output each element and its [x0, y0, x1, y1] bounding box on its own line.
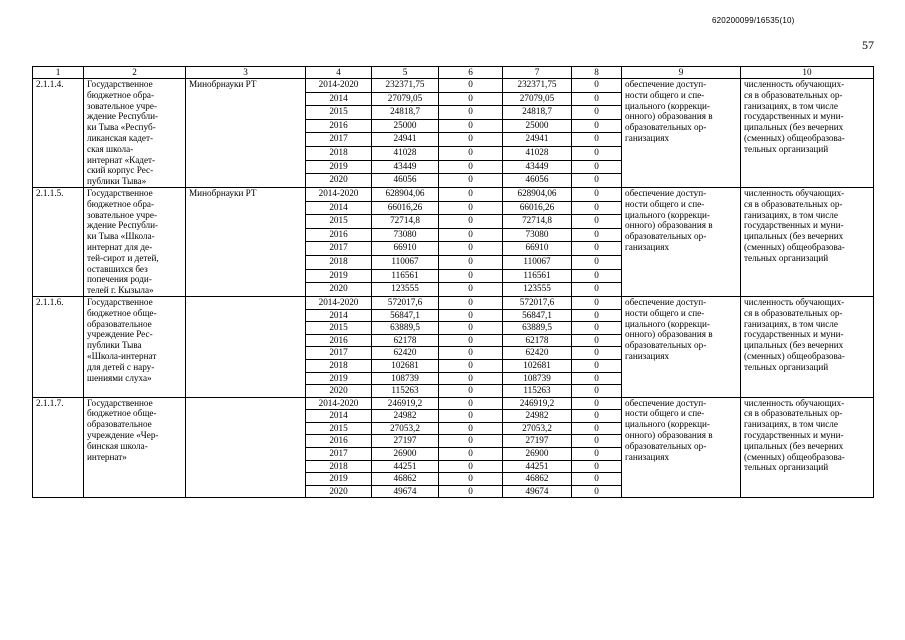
amount-other: 0: [572, 485, 622, 498]
period-cell: 2015: [306, 322, 372, 335]
amount-other: 0: [572, 215, 622, 229]
amount-total: 27053,2: [372, 422, 439, 435]
amount-federal: 0: [439, 385, 503, 398]
amount-federal: 0: [439, 269, 503, 283]
amount-republic: 73080: [503, 228, 572, 242]
amount-federal: 0: [439, 133, 503, 147]
amount-other: 0: [572, 448, 622, 461]
amount-republic: 62420: [503, 347, 572, 360]
institution-name: Государственное бюджетное обра- зовательное учре- ждение Республи- ки Тыва «Школа- интернат для де- тей-сирот и детей, оставшихся без попечения роди- телей г. Кызыла»: [84, 187, 186, 296]
period-cell: 2016: [306, 228, 372, 242]
amount-republic: 49674: [503, 485, 572, 498]
expected-result: обеспечение доступ- ности общего и спе- циального (коррекци- онного) образования в образовательных ор- ганизациях: [622, 79, 741, 188]
table-row: [33, 397, 874, 410]
period-cell: 2019: [306, 269, 372, 283]
amount-total: 27197: [372, 435, 439, 448]
amount-federal: 0: [439, 256, 503, 270]
amount-federal: 0: [439, 460, 503, 473]
period-cell: 2018: [306, 359, 372, 372]
amount-republic: 123555: [503, 283, 572, 297]
amount-federal: 0: [439, 283, 503, 297]
amount-other: 0: [572, 372, 622, 385]
amount-other: 0: [572, 422, 622, 435]
amount-federal: 0: [439, 215, 503, 229]
amount-federal: 0: [439, 92, 503, 106]
amount-other: 0: [572, 359, 622, 372]
amount-other: 0: [572, 228, 622, 242]
column-number-row: [33, 67, 874, 79]
amount-total: 63889,5: [372, 322, 439, 335]
amount-total: 46862: [372, 473, 439, 486]
amount-federal: 0: [439, 397, 503, 410]
amount-other: 0: [572, 347, 622, 360]
amount-other: 0: [572, 106, 622, 120]
institution-name: Государственное бюджетное обра- зовательное учре- ждение Республи- ки Тыва «Респуб- ликанская кадет- ская школа- интернат «Кадет- ский корпус Рес- публики Тыва»: [84, 79, 186, 188]
amount-total: 62420: [372, 347, 439, 360]
indicator: численность обучающих- ся в образовательных ор- ганизациях, в том числе государственных и муни- ципальных (без вечерних (сменных) общеобразова- тельных организаций: [741, 397, 874, 498]
amount-republic: 66016,26: [503, 201, 572, 215]
amount-total: 25000: [372, 119, 439, 133]
amount-republic: 108739: [503, 372, 572, 385]
amount-other: 0: [572, 334, 622, 347]
amount-republic: 102681: [503, 359, 572, 372]
amount-federal: 0: [439, 147, 503, 161]
indicator: численность обучающих- ся в образовательных ор- ганизациях, в том числе государственных и муни- ципальных (без вечерних (сменных) общеобразова- тельных организаций: [741, 187, 874, 296]
amount-total: 246919,2: [372, 397, 439, 410]
period-cell: 2014: [306, 309, 372, 322]
amount-republic: 24982: [503, 410, 572, 423]
amount-republic: 27079,05: [503, 92, 572, 106]
amount-republic: 46056: [503, 174, 572, 188]
expected-result: обеспечение доступ- ности общего и спе- циального (коррекци- онного) образования в образовательных ор- ганизациях: [622, 397, 741, 498]
amount-other: 0: [572, 160, 622, 174]
column-number: 1: [33, 67, 84, 79]
amount-federal: 0: [439, 435, 503, 448]
period-cell: 2016: [306, 435, 372, 448]
amount-other: 0: [572, 269, 622, 283]
indicator: численность обучающих- ся в образовательных ор- ганизациях, в том числе государственных и муни- ципальных (без вечерних (сменных) общеобразова- тельных организаций: [741, 79, 874, 188]
amount-federal: 0: [439, 187, 503, 201]
amount-total: 26900: [372, 448, 439, 461]
amount-federal: 0: [439, 174, 503, 188]
amount-federal: 0: [439, 106, 503, 120]
amount-republic: 43449: [503, 160, 572, 174]
amount-total: 72714,8: [372, 215, 439, 229]
amount-other: 0: [572, 133, 622, 147]
amount-republic: 44251: [503, 460, 572, 473]
amount-other: 0: [572, 119, 622, 133]
period-cell: 2019: [306, 160, 372, 174]
period-cell: 2014-2020: [306, 296, 372, 309]
amount-republic: 628904,06: [503, 187, 572, 201]
period-cell: 2017: [306, 347, 372, 360]
amount-federal: 0: [439, 334, 503, 347]
amount-republic: 246919,2: [503, 397, 572, 410]
amount-republic: 66910: [503, 242, 572, 256]
item-code: 2.1.1.5.: [33, 187, 84, 296]
period-cell: 2014-2020: [306, 187, 372, 201]
period-cell: 2015: [306, 106, 372, 120]
executor: Минобрнауки РТ: [186, 79, 306, 188]
amount-total: 73080: [372, 228, 439, 242]
period-cell: 2018: [306, 460, 372, 473]
amount-total: 232371,75: [372, 79, 439, 93]
table-row: [33, 296, 874, 309]
amount-republic: 56847,1: [503, 309, 572, 322]
amount-federal: 0: [439, 448, 503, 461]
amount-other: 0: [572, 242, 622, 256]
period-cell: 2017: [306, 448, 372, 461]
table-row: [33, 79, 874, 93]
amount-total: 66910: [372, 242, 439, 256]
period-cell: 2016: [306, 334, 372, 347]
institution-name: Государственное бюджетное обще- образовательное учреждение «Чер- бинская школа- интернат»: [84, 397, 186, 498]
item-code: 2.1.1.6.: [33, 296, 84, 397]
column-number: 4: [306, 67, 372, 79]
amount-other: 0: [572, 256, 622, 270]
amount-republic: 62178: [503, 334, 572, 347]
amount-total: 43449: [372, 160, 439, 174]
amount-republic: 110067: [503, 256, 572, 270]
amount-other: 0: [572, 79, 622, 93]
amount-total: 62178: [372, 334, 439, 347]
period-cell: 2014-2020: [306, 397, 372, 410]
table-row: [33, 187, 874, 201]
amount-republic: 116561: [503, 269, 572, 283]
amount-republic: 572017,6: [503, 296, 572, 309]
period-cell: 2020: [306, 385, 372, 398]
amount-republic: 24818,7: [503, 106, 572, 120]
amount-federal: 0: [439, 372, 503, 385]
amount-federal: 0: [439, 201, 503, 215]
amount-republic: 232371,75: [503, 79, 572, 93]
amount-republic: 24941: [503, 133, 572, 147]
column-number: 2: [84, 67, 186, 79]
amount-federal: 0: [439, 359, 503, 372]
amount-total: 115263: [372, 385, 439, 398]
column-number: 9: [622, 67, 741, 79]
amount-total: 628904,06: [372, 187, 439, 201]
column-number: 5: [372, 67, 439, 79]
amount-republic: 27053,2: [503, 422, 572, 435]
amount-total: 24982: [372, 410, 439, 423]
column-number: 10: [741, 67, 874, 79]
period-cell: 2015: [306, 215, 372, 229]
amount-republic: 72714,8: [503, 215, 572, 229]
amount-total: 108739: [372, 372, 439, 385]
page-number: 57: [862, 38, 874, 52]
expected-result: обеспечение доступ- ности общего и спе- циального (коррекци- онного) образования в образовательных ор- ганизациях: [622, 187, 741, 296]
amount-republic: 115263: [503, 385, 572, 398]
amount-federal: 0: [439, 228, 503, 242]
period-cell: 2018: [306, 256, 372, 270]
column-number: 3: [186, 67, 306, 79]
amount-republic: 26900: [503, 448, 572, 461]
period-cell: 2017: [306, 242, 372, 256]
amount-total: 572017,6: [372, 296, 439, 309]
amount-total: 24818,7: [372, 106, 439, 120]
amount-other: 0: [572, 435, 622, 448]
amount-other: 0: [572, 460, 622, 473]
period-cell: 2015: [306, 422, 372, 435]
amount-federal: 0: [439, 296, 503, 309]
amount-total: 49674: [372, 485, 439, 498]
period-cell: 2017: [306, 133, 372, 147]
indicator: численность обучающих- ся в образовательных ор- ганизациях, в том числе государственных и муни- ципальных (без вечерних (сменных) общеобразова- тельных организаций: [741, 296, 874, 397]
amount-federal: 0: [439, 422, 503, 435]
executor: [186, 296, 306, 397]
item-code: 2.1.1.7.: [33, 397, 84, 498]
amount-total: 56847,1: [372, 309, 439, 322]
amount-total: 41028: [372, 147, 439, 161]
period-cell: 2020: [306, 283, 372, 297]
amount-other: 0: [572, 397, 622, 410]
period-cell: 2019: [306, 473, 372, 486]
period-cell: 2019: [306, 372, 372, 385]
amount-other: 0: [572, 283, 622, 297]
amount-total: 66016,26: [372, 201, 439, 215]
amount-republic: 41028: [503, 147, 572, 161]
period-cell: 2014: [306, 92, 372, 106]
amount-total: 27079,05: [372, 92, 439, 106]
amount-republic: 46862: [503, 473, 572, 486]
amount-other: 0: [572, 322, 622, 335]
amount-other: 0: [572, 174, 622, 188]
amount-republic: 25000: [503, 119, 572, 133]
amount-federal: 0: [439, 309, 503, 322]
period-cell: 2014: [306, 201, 372, 215]
period-cell: 2018: [306, 147, 372, 161]
amount-other: 0: [572, 385, 622, 398]
amount-federal: 0: [439, 119, 503, 133]
period-cell: 2014-2020: [306, 79, 372, 93]
amount-total: 44251: [372, 460, 439, 473]
amount-other: 0: [572, 201, 622, 215]
period-cell: 2020: [306, 174, 372, 188]
amount-federal: 0: [439, 242, 503, 256]
amount-federal: 0: [439, 410, 503, 423]
amount-other: 0: [572, 147, 622, 161]
amount-other: 0: [572, 296, 622, 309]
amount-other: 0: [572, 309, 622, 322]
period-cell: 2016: [306, 119, 372, 133]
column-number: 7: [503, 67, 572, 79]
amount-other: 0: [572, 473, 622, 486]
executor: [186, 397, 306, 498]
amount-other: 0: [572, 92, 622, 106]
amount-federal: 0: [439, 322, 503, 335]
amount-federal: 0: [439, 473, 503, 486]
amount-total: 110067: [372, 256, 439, 270]
amount-total: 24941: [372, 133, 439, 147]
amount-federal: 0: [439, 160, 503, 174]
document-id: 620200099/16535(10): [712, 16, 795, 25]
program-table: [32, 66, 874, 498]
expected-result: обеспечение доступ- ности общего и спе- циального (коррекци- онного) образования в образовательных ор- ганизациях: [622, 296, 741, 397]
column-number: 6: [439, 67, 503, 79]
item-code: 2.1.1.4.: [33, 79, 84, 188]
amount-total: 123555: [372, 283, 439, 297]
amount-republic: 63889,5: [503, 322, 572, 335]
period-cell: 2014: [306, 410, 372, 423]
amount-total: 46056: [372, 174, 439, 188]
amount-other: 0: [572, 187, 622, 201]
executor: Минобрнауки РТ: [186, 187, 306, 296]
amount-other: 0: [572, 410, 622, 423]
amount-federal: 0: [439, 347, 503, 360]
institution-name: Государственное бюджетное обще- образовательное учреждение Рес- публики Тыва «Школа-интернат для детей с нару- шениями слуха»: [84, 296, 186, 397]
amount-republic: 27197: [503, 435, 572, 448]
column-number: 8: [572, 67, 622, 79]
period-cell: 2020: [306, 485, 372, 498]
amount-federal: 0: [439, 79, 503, 93]
amount-total: 102681: [372, 359, 439, 372]
amount-total: 116561: [372, 269, 439, 283]
amount-federal: 0: [439, 485, 503, 498]
